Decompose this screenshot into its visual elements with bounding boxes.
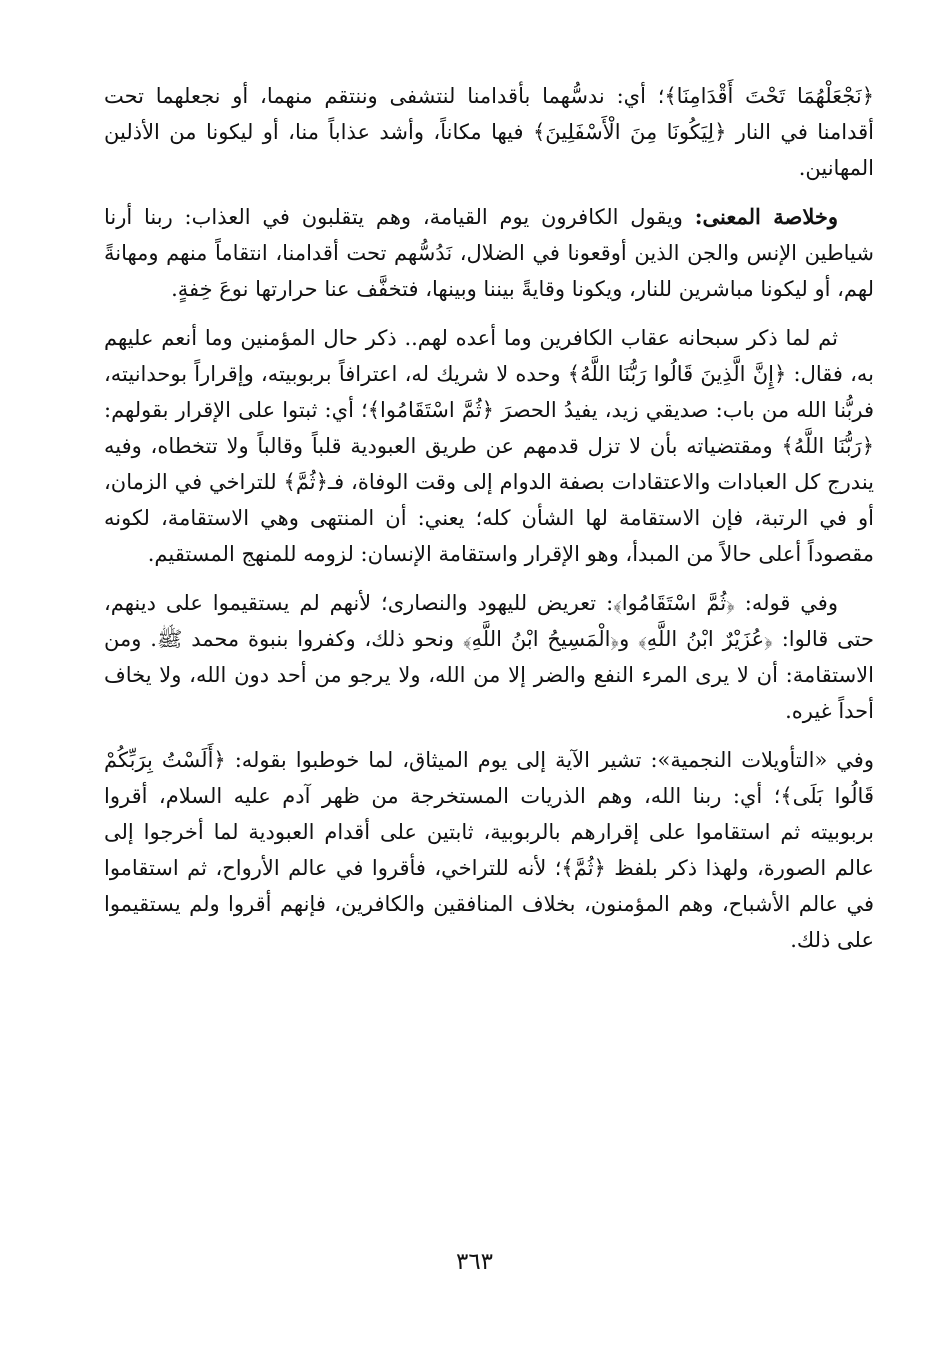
paragraph-text: وفي «التأويلات النجمية»: تشير الآية إلى يوم الميثاق، لما خوطبوا بقوله: ﴿أَلَسْتُ بِرَبِّكُمْ قَالُوا بَلَى﴾؛ أي: ربنا الله، وهم الذريات المستخرجة من ظهر آدم عليه السلام، أقروا بربوبيته ثم استقاموا على إقرارهم بالربوبية، ثابتين على أقدام العبودية لما أخرجوا إلى عالم الصورة، ولهذا ذكر بلفظ ﴿ثُمَّ﴾؛ لأنه للتراخي، فأقروا في عالم الأرواح، ثم استقاموا في عالم الأشباح، وهم المؤمنون، بخلاف المنافقين والكافرين، فإنهم أقروا ولم يستقيموا على ذلك. xyxy=(104,748,874,952)
paragraph-3 xyxy=(104,320,874,572)
paragraph-text: ﴿نَجْعَلْهُمَا تَحْتَ أَقْدَامِنَا﴾؛ أي: ندسُّهما بأقدامنا لنتشفى وننتقم منهما، أو نجعلهما تحت أقدامنا في النار ﴿لِيَكُونَا مِنَ الْأَسْفَلِينَ﴾ فيها مكاناً، وأشد عذاباً منا، أو ليكونا من الأذلين المهانين. xyxy=(104,84,874,180)
paragraph-1 xyxy=(104,78,874,186)
page-number: ٣٦٣ xyxy=(455,1249,494,1275)
paragraph-4 xyxy=(104,585,874,729)
paragraph-text: ثم لما ذكر سبحانه عقاب الكافرين وما أعده لهم.. ذكر حال المؤمنين وما أنعم عليهم به، فقال: ﴿إِنَّ الَّذِينَ قَالُوا رَبُّنَا اللَّهُ﴾ وحده لا شريك له، اعترافاً بربوبيته، وإقراراً بوحدانيته، فربُّنا الله من باب: صديقي زيد، يفيدُ الحصرَ ﴿ثُمَّ اسْتَقَامُوا﴾؛ أي: ثبتوا على الإقرار بقولهم: ﴿رَبُّنَا اللَّهُ﴾ ومقتضياته بأن لا تزل قدمهم عن طريق العبودية قلباً وقالباً ولا تتخطاه، وفيه يندرج كل العبادات والاعتقادات بصفة الدوام إلى وقت الوفاة، فـ﴿ثُمَّ﴾ للتراخي في الزمان، أو في الرتبة، فإن الاستقامة لها الشأن كله؛ يعني: أن المنتهى وهي الاستقامة، لكونه مقصوداً أعلى حالاً من المبدأ، وهو الإقرار واستقامة الإنسان: لزومه للمنهج المستقيم. xyxy=(104,326,874,566)
paragraph-lead: وخلاصة المعنى: xyxy=(694,204,839,229)
paragraph-5 xyxy=(104,742,874,958)
paragraph-text: ويقول الكافرون يوم القيامة، وهم يتقلبون في العذاب: ربنا أرنا شياطين الإنس والجن الذين أوقعونا في الضلال، نَدُسُّهم تحت أقدامنا، انتقاماً منهم ومهانةً لهم، أو ليكونا مباشرين للنار، ويكونا وقايةً بيننا وبينها، فتخفَّف عنا حرارتها نوعَ خِفةٍ. xyxy=(104,205,874,301)
page-body xyxy=(104,78,874,971)
paragraph-summary xyxy=(104,199,874,307)
paragraph-text: وفي قوله: ﴿ثُمَّ اسْتَقَامُوا﴾: تعريض لليهود والنصارى؛ لأنهم لم يستقيموا على دينهم، حتى قالوا: ﴿عُزَيْرٌ ابْنُ اللَّهِ﴾ و﴿الْمَسِيحُ ابْنُ اللَّهِ﴾ ونحو ذلك، وكفروا بنبوة محمد ﷺ. ومن الاستقامة: أن لا يرى المرء النفع والضر إلا من الله، ولا يرجو من أحد دون الله، ولا يخاف أحداً غيره. xyxy=(104,591,874,723)
